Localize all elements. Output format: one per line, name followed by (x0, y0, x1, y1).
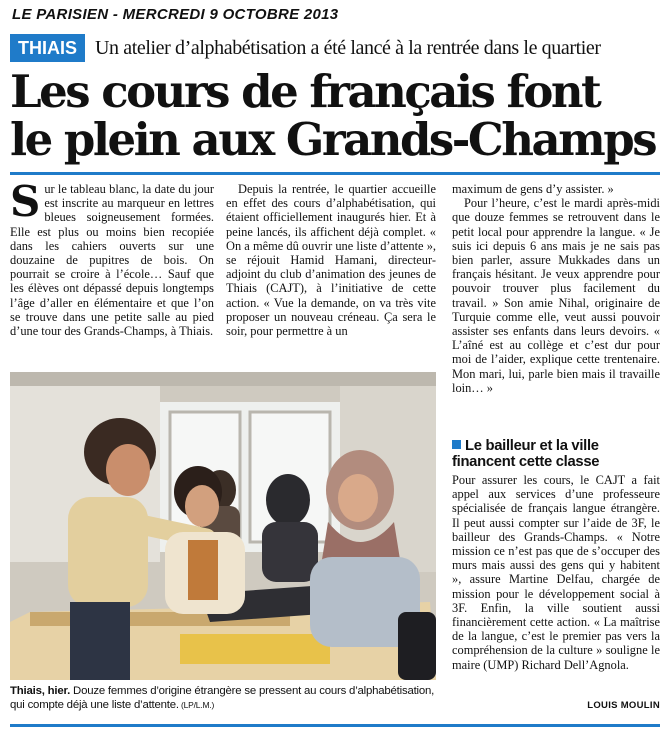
top-rule (10, 172, 660, 175)
subheading (452, 438, 660, 470)
paragraph-text: ur le tableau blanc, la date du jour est inscrite au marqueur en lettres bleues soigneusement formées. Elle est plus ou moins bien recopiée dans les cahiers ouverts sur une douzaine de pupitres de bois. On pourrait se croire à l’école… Sauf que les élèves ont dépassé depuis longtemps l’âge d’aller en élémentaire et que l’on se trouve dans une petite salle au pied d’une tour des Grands-Champs, à Thiais. (10, 182, 214, 339)
subheading-line-1: Le bailleur et la ville (465, 438, 599, 454)
classroom-photo-illustration (10, 372, 436, 680)
paragraph: Pour l’heure, c’est le mardi après-midi que douze femmes se retrouvent dans le petit local pour apprendre la langue. « Je suis ici depuis 6 ans mais je ne sais pas bien parler, assure Mukkades dans un français hésitant. Je veux apprendre pour pouvoir trouver plus facilement du travail. » Son amie Nihal, originaire de Turquie comme elle, veut aussi pouvoir assister ses enfants dans leurs devoirs. « L’aîné est au collège et c’est dur pour moi de l’aider, explique cette trentenaire. Mon mari, lui, parle bien mais il travaille loin… » (452, 196, 660, 395)
location-tag: THIAIS (10, 34, 85, 62)
caption-text: Douze femmes d’origine étrangère se pressent au cours d’alphabétisation, qui compte déjà une liste d’attente. (10, 685, 435, 711)
drop-cap: S (10, 177, 41, 226)
headline (10, 65, 660, 166)
headline-line-2: le plein aux Grands-Champs (10, 113, 656, 166)
article-column-3-continued (452, 473, 660, 672)
article-column-1 (10, 177, 214, 339)
kicker (10, 34, 660, 62)
paragraph: Pour assurer les cours, le CAJT a fait appel aux services d’une professeure spécialisée de français langue étrangère. Il peut aussi compter sur l’aide de 3F, le bailleur des Grands-Champs. « Notre mission ce n’est pas que de s’occuper des murs mais aussi des gens qui y habitent », assure Martine Delfau, chargée de mission pour le développement social à 3F. Enfin, la ville soutient aussi financièrement cette action. « La maîtrise de la langue, c’est le premier pas vers la compréhension de la culture » souligne le maire (UMP) Richard Dell’Agnola. (452, 473, 660, 672)
article-column-2 (226, 182, 436, 338)
photo-caption (10, 684, 438, 712)
subheading-line-2: financent cette classe (452, 454, 600, 470)
photo-credit: (LP/L.M.) (178, 700, 215, 710)
bottom-rule (10, 724, 660, 727)
byline: LOUIS MOULIN (587, 700, 660, 711)
article-photo (10, 372, 436, 680)
square-bullet-icon (452, 440, 461, 449)
headline-line-1: Les cours de français font (10, 65, 600, 118)
dateline: LE PARISIEN - MERCREDI 9 OCTOBRE 2013 (12, 6, 339, 23)
caption-lead: Thiais, hier. (10, 685, 71, 697)
article-column-3 (452, 182, 660, 395)
paragraph: Depuis la rentrée, le quartier accueille en effet des cours d’alphabétisation, qui étaient officiellement inaugurés hier. Et à peine lancés, ils affichent déjà complet. « On a même dû ouvrir une liste d’attente », se réjouit Hamid Hamani, directeur-adjoint du club d’animation des jeunes de Thiais (CAJT), à l’initiative de cette action. « Vue la demande, on va très vite proposer un nouveau créneau. Ça sera le soir, pour permettre à un (226, 182, 436, 339)
kicker-text: Un atelier d’alphabétisation a été lancé à la rentrée dans le quartier (95, 36, 601, 59)
paragraph (10, 177, 214, 339)
paragraph: maximum de gens d’y assister. » (452, 182, 614, 196)
